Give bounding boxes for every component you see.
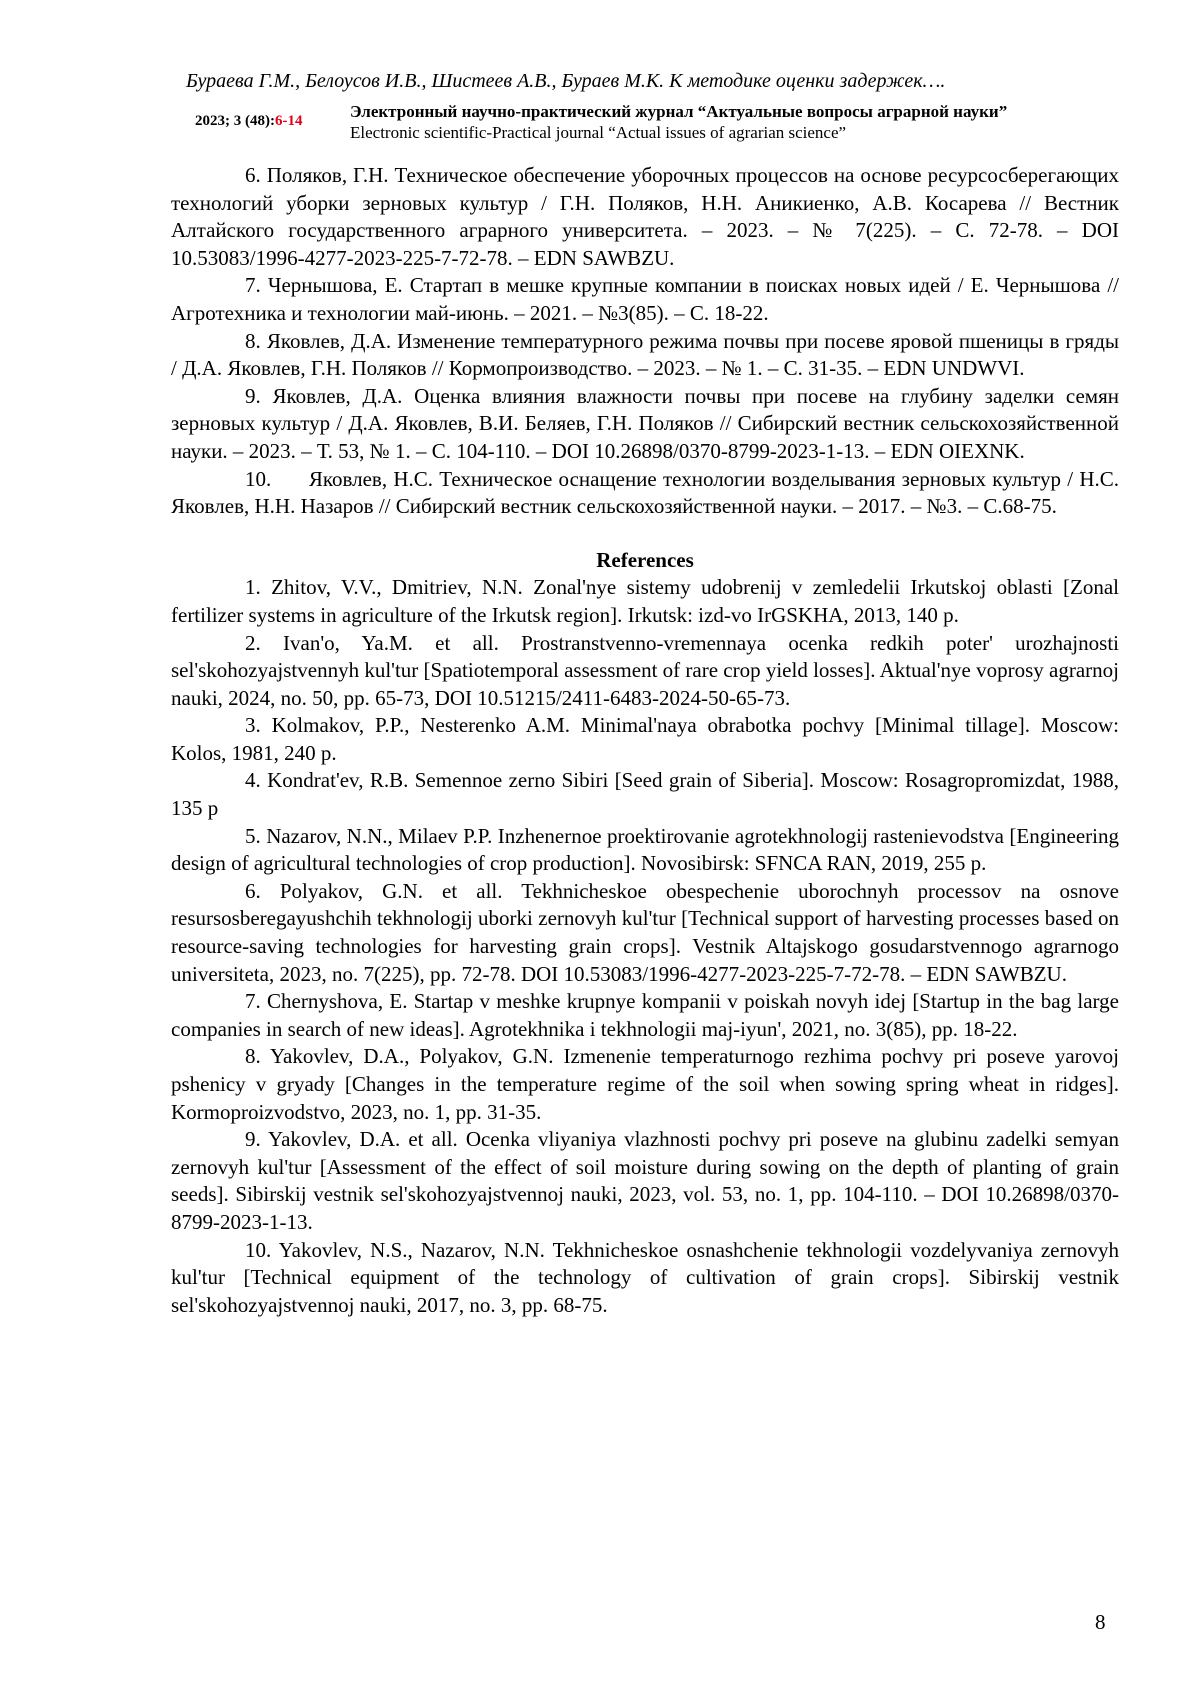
issue-pages: 6-14 [275, 113, 303, 129]
running-header-authors: Бураева Г.М., Белоусов И.В., Шистеев А.В., Бураев М.К. К методике оценки задержек…. [186, 70, 1166, 93]
page-number: 8 [1095, 1610, 1106, 1635]
reference-en-3: 3. Kolmakov, P.P., Nesterenko A.M. Minimal'naya obrabotka pochvy [Minimal tillage]. Moscow: Kolos, 1981, 240 p. [171, 712, 1119, 767]
reference-ru-6: 6. Поляков, Г.Н. Техническое обеспечение уборочных процессов на основе ресурсосберегающих технологий уборки зерновых культур / Г.Н. Поляков, Н.Н. Аникиенко, А.В. Косарева // Вестник Алтайского государственного аграрного университета. – 2023. – № 7(225). – С. 72-78. – DOI 10.53083/1996-4277-2023-225-7-72-78. – EDN SAWBZU. [171, 162, 1119, 272]
article-body [171, 162, 1119, 1319]
references-heading: References [171, 547, 1119, 575]
journal-title-en: Electronic scientific-Practical journal “Actual issues of agrarian science” [350, 123, 846, 143]
reference-en-9: 9. Yakovlev, D.A. et all. Ocenka vliyaniya vlazhnosti pochvy pri poseve na glubinu zadelki semyan zernovyh kul'tur [Assessment of the effect of soil moisture during sowing on the depth of planting of grain seeds]. Sibirskij vestnik sel'skohozyajstvennoj nauki, 2023, vol. 53, no. 1, pp. 104-110. – DOI 10.26898/0370-8799-2023-1-13. [171, 1126, 1119, 1236]
reference-en-7: 7. Chernyshova, E. Startap v meshke krupnye kompanii v poiskah novyh idej [Startup in the bag large companies in search of new ideas]. Agrotekhnika i tekhnologii maj-iyun', 2021, no. 3(85), pp. 18-22. [171, 988, 1119, 1043]
reference-en-2: 2. Ivan'o, Ya.M. et all. Prostranstvenno-vremennaya ocenka redkih poter' urozhajnosti sel'skohozyajstvennyh kul'tur [Spatiotemporal assessment of rare crop yield losses]. Aktual'nye voprosy agrarnoj nauki, 2024, no. 50, pp. 65-73, DOI 10.51215/2411-6483-2024-50-65-73. [171, 630, 1119, 713]
reference-ru-9: 9. Яковлев, Д.А. Оценка влияния влажности почвы при посеве на глубину заделки семян зерновых культур / Д.А. Яковлев, В.И. Беляев, Г.Н. Поляков // Сибирский вестник сельскохозяйственной науки. – 2023. – Т. 53, № 1. – С. 104-110. – DOI 10.26898/0370-8799-2023-1-13. – EDN OIEXNK. [171, 383, 1119, 466]
journal-title-ru: Электронный научно-практический журнал “Актуальные вопросы аграрной науки” [350, 102, 1007, 122]
reference-en-8: 8. Yakovlev, D.A., Polyakov, G.N. Izmenenie temperaturnogo rezhima pochvy pri poseve yarovoj pshenicy v gryady [Changes in the temperature regime of the soil when sowing spring wheat in ridges]. Kormoproizvodstvo, 2023, no. 1, pp. 31-35. [171, 1043, 1119, 1126]
reference-en-4: 4. Kondrat'ev, R.B. Semennoe zerno Sibiri [Seed grain of Siberia]. Moscow: Rosagropromizdat, 1988, 135 p [171, 767, 1119, 822]
reference-ru-10: 10. Яковлев, Н.С. Техническое оснащение технологии возделывания зерновых культур / Н.С. Яковлев, Н.Н. Назаров // Сибирский вестник сельскохозяйственной науки. – 2017. – №3. – С.68-75. [171, 466, 1119, 521]
issue-number: 2023; 3 (48): [195, 113, 275, 129]
reference-ru-7: 7. Чернышова, Е. Стартап в мешке крупные компании в поисках новых идей / Е. Чернышова // Агротехника и технологии май-июнь. – 2021. – №3(85). – С. 18-22. [171, 272, 1119, 327]
reference-en-10: 10. Yakovlev, N.S., Nazarov, N.N. Tekhnicheskoe osnashchenie tekhnologii vozdelyvaniya zernovyh kul'tur [Technical equipment of the technology of cultivation of grain crops]. Sibirskij vestnik sel'skohozyajstvennoj nauki, 2017, no. 3, pp. 68-75. [171, 1237, 1119, 1320]
reference-en-5: 5. Nazarov, N.N., Milaev P.P. Inzhenernoe proektirovanie agrotekhnologij rastenievodstva [Engineering design of agricultural technologies of crop production]. Novosibirsk: SFNCA RAN, 2019, 255 p. [171, 823, 1119, 878]
reference-en-1: 1. Zhitov, V.V., Dmitriev, N.N. Zonal'nye sistemy udobrenij v zemledelii Irkutskoj oblasti [Zonal fertilizer systems in agriculture of the Irkutsk region]. Irkutsk: izd-vo IrGSKHA, 2013, 140 p. [171, 574, 1119, 629]
document-page [0, 0, 1200, 1697]
issue-info [195, 113, 302, 130]
reference-ru-8: 8. Яковлев, Д.А. Изменение температурного режима почвы при посеве яровой пшеницы в гряды / Д.А. Яковлев, Г.Н. Поляков // Кормопроизводство. – 2023. – № 1. – С. 31-35. – EDN UNDWVI. [171, 328, 1119, 383]
reference-en-6: 6. Polyakov, G.N. et all. Tekhnicheskoe obespechenie uborochnyh processov na osnove resursosberegayushchih tekhnologij uborki zernovyh kul'tur [Technical support of harvesting processes based on resource-saving technologies for harvesting grain crops]. Vestnik Altajskogo gosudarstvennogo agrarnogo universiteta, 2023, no. 7(225), pp. 72-78. DOI 10.53083/1996-4277-2023-225-7-72-78. – EDN SAWBZU. [171, 878, 1119, 988]
